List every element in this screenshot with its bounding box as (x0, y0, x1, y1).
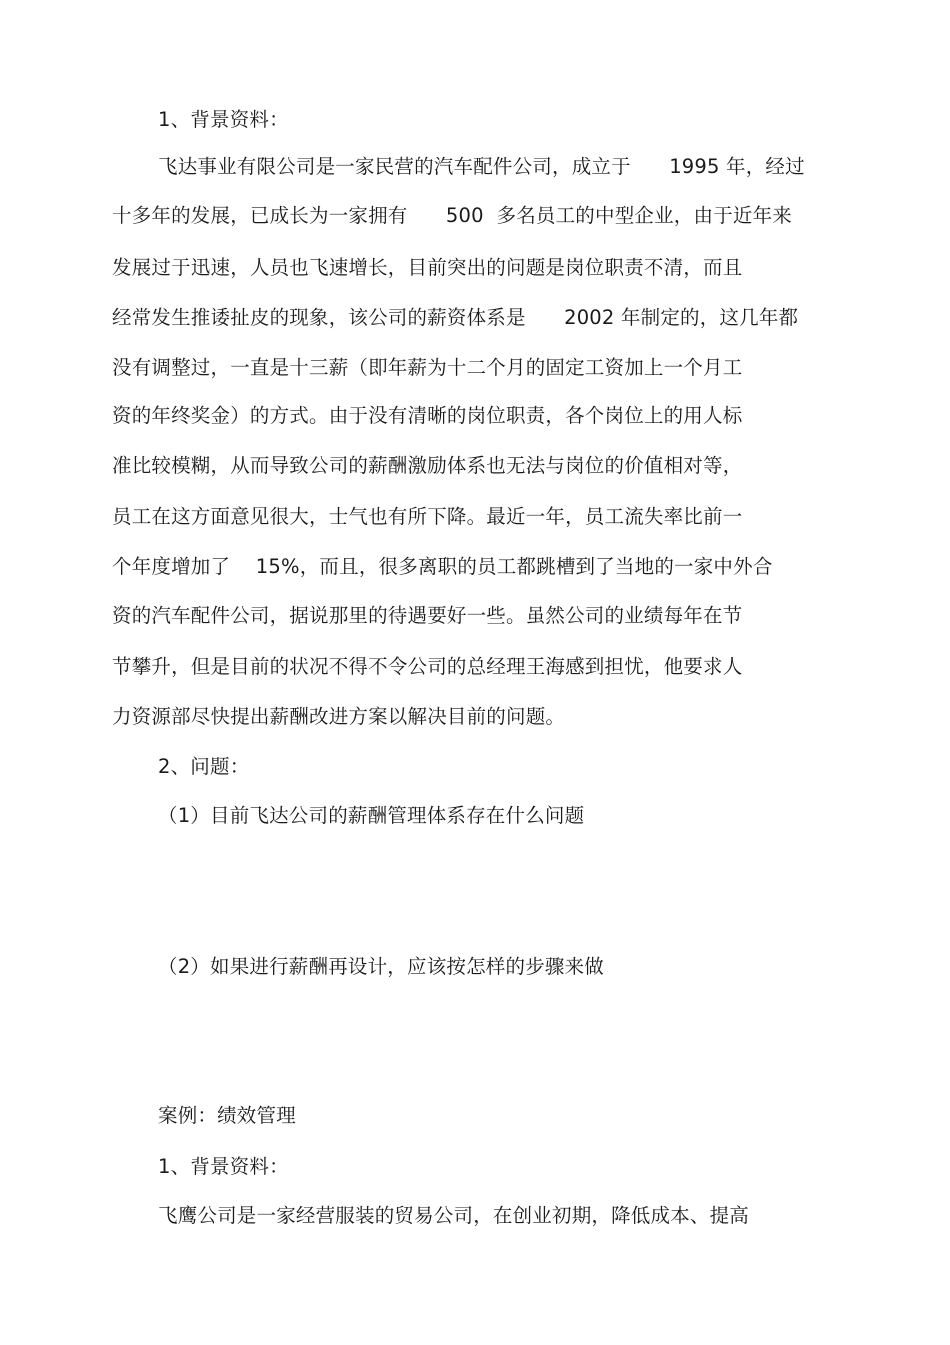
paragraph-line: 个年度增加了 15%，而且，很多离职的员工都跳槽到了当地的一家中外合 (112, 555, 773, 578)
paragraph-line: 十多年的发展，已成长为一家拥有 500 多名员工的中型企业，由于近年来 (112, 204, 793, 227)
paragraph-line: 没有调整过，一直是十三薪（即年薪为十二个月的固定工资加上一个月工 (112, 356, 743, 379)
section2-heading: 2、问题： (158, 755, 250, 778)
paragraph-line: 力资源部尽快提出薪酬改进方案以解决目前的问题。 (112, 705, 566, 728)
paragraph-line: 飞鹰公司是一家经营服装的贸易公司，在创业初期，降低成本、提高 (158, 1204, 750, 1227)
case-title: 案例：绩效管理 (158, 1104, 296, 1127)
section1-heading: 1、背景资料： (158, 108, 289, 131)
paragraph-line: 资的年终奖金）的方式。由于没有清晰的岗位职责，各个岗位上的用人标 (112, 404, 743, 427)
paragraph-line: 员工在这方面意见很大，士气也有所下降。最近一年，员工流失率比前一 (112, 505, 743, 528)
paragraph-line: 准比较模糊，从而导致公司的薪酬激励体系也无法与岗位的价值相对等， (112, 454, 743, 477)
case-heading: 1、背景资料： (158, 1155, 289, 1178)
question-2: （2）如果进行薪酬再设计，应该按怎样的步骤来做 (158, 955, 605, 978)
paragraph-line: 节攀升，但是目前的状况不得不令公司的总经理王海感到担忧，他要求人 (112, 655, 743, 678)
paragraph-line: 发展过于迅速，人员也飞速增长，目前突出的问题是岗位职责不清，而且 (112, 256, 743, 279)
paragraph-line: 飞达事业有限公司是一家民营的汽车配件公司，成立于 1995 年，经过 (158, 155, 805, 178)
question-1: （1）目前飞达公司的薪酬管理体系存在什么问题 (158, 804, 585, 827)
paragraph-line: 资的汽车配件公司，据说那里的待遇要好一些。虽然公司的业绩每年在节 (112, 604, 743, 627)
paragraph-line: 经常发生推诿扯皮的现象，该公司的薪资体系是 2002 年制定的，这几年都 (112, 306, 799, 329)
